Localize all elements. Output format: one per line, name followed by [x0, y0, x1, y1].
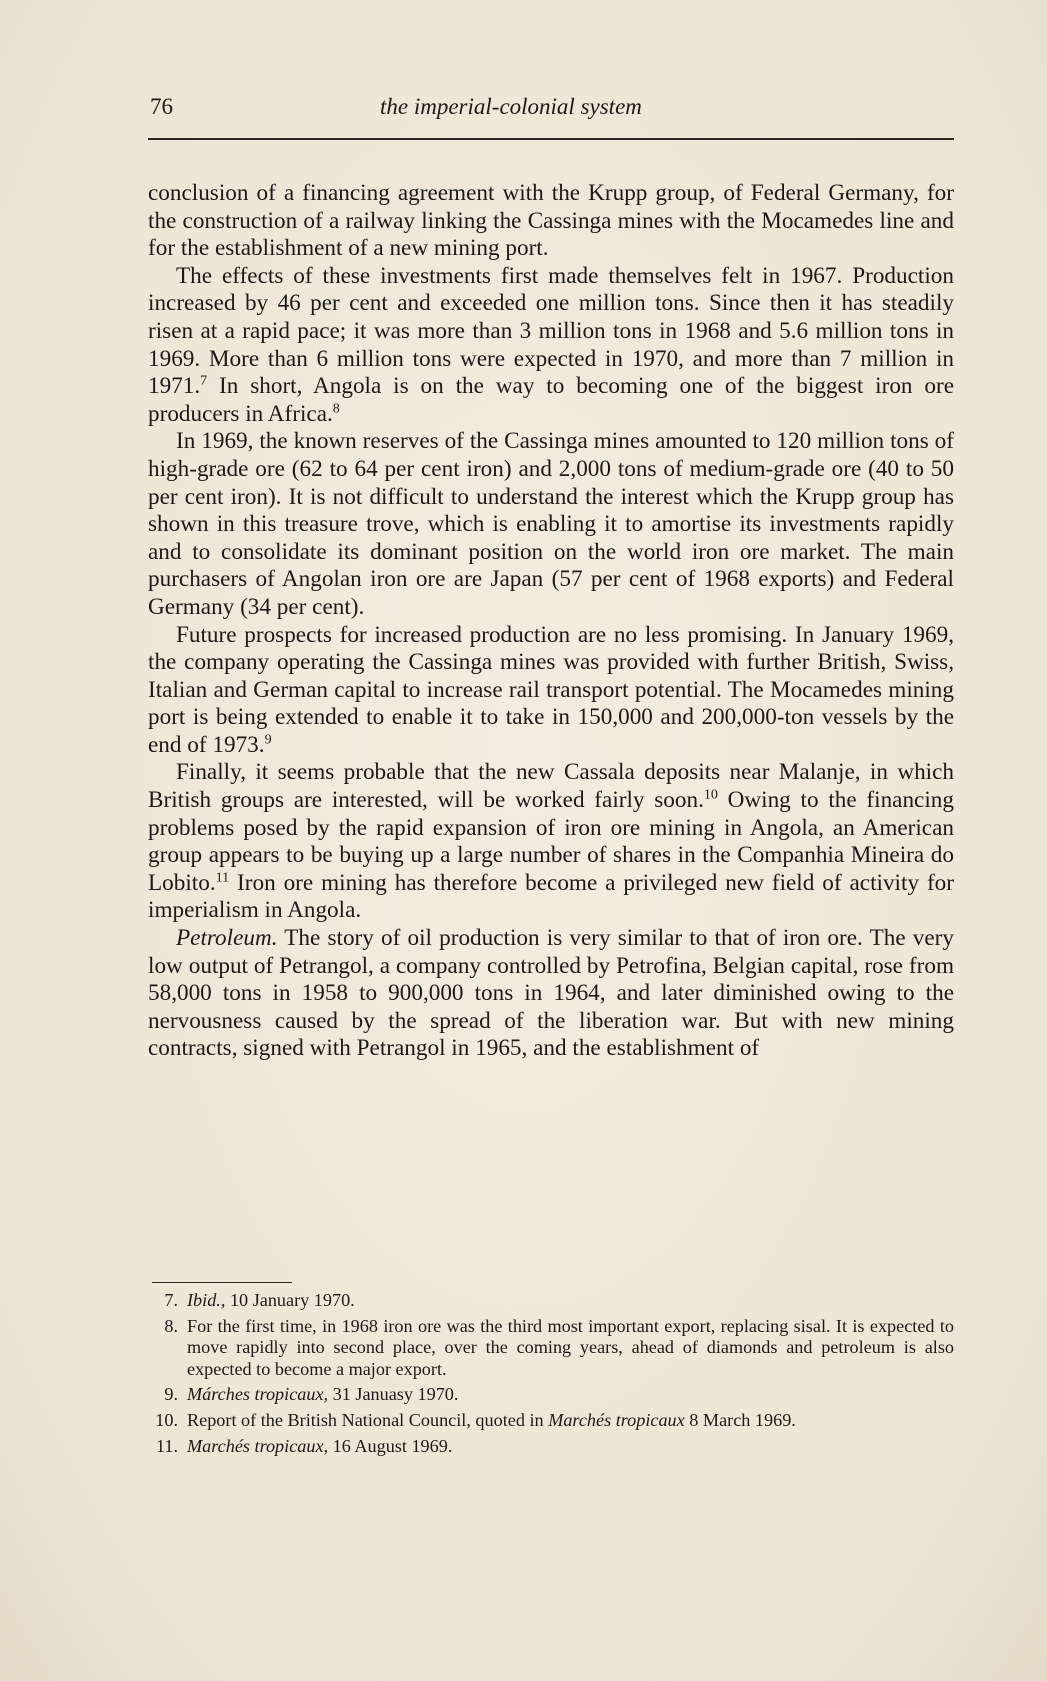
footnote-text: [187, 1384, 954, 1406]
text-run: Owing to the financing problems posed by the rapid expansion of iron ore mining in Angola, an American group appears to be buying up a large number of shares in the Companhia Mineira do Lobito.: [148, 787, 954, 896]
footnote-marker: 7: [200, 373, 208, 389]
footnote-marker: 11: [215, 870, 230, 886]
running-title: the imperial-colonial system: [380, 94, 642, 119]
footnote-number: 10.: [155, 1409, 178, 1430]
italic-text: Marchés tropicaux,: [187, 1435, 329, 1456]
text-run: For the first time, in 1968 iron ore was the third most important export, replacing sisal. It is expected to move rapidly into second place, over the coming years, ahead of diamonds and petroleum is also expected to become a major export.: [187, 1315, 954, 1379]
text-run: 16 August 1969.: [328, 1435, 453, 1456]
paragraph: [148, 428, 954, 621]
text-run: 31 Januasy 1970.: [328, 1384, 459, 1405]
text-run: The story of oil production is very similar to that of iron ore. The very low output of Petrangol, a company controlled by Petrofina, Belgian capital, rose from 58,000 tons in 1958 to 900,000 tons in 1964, and later diminished owing to the nervousness caused by the spread of the liberation war. But with new mining contracts, signed with Petrangol in 1965, and the establishment of: [148, 925, 954, 1062]
text-run: Report of the British National Council, quoted in: [187, 1409, 549, 1430]
footnote-7: [152, 1290, 954, 1312]
footnote-rule: [152, 1282, 292, 1283]
text-run: The effects of these investments first made themselves felt in 1967. Production increased by 46 per cent and exceeded one million tons. Since then it has steadily risen at a rapid pace; it was more than 3 million tons in 1968 and 5.6 million tons in 1969. More than 6 million tons were expected in 1970, and more than 7 million in 1971.: [148, 262, 954, 400]
footnote-number: 7.: [164, 1290, 178, 1310]
text-run: Finally, it seems probable that the new Cassala deposits near Malanje, in which British groups are interested, will be worked fairly soon.: [148, 759, 954, 814]
paragraph-petroleum: [148, 925, 954, 1063]
paragraph: [148, 622, 954, 760]
footnote-10: [152, 1410, 954, 1432]
text-run: Future prospects for increased production are no less promising. In January 1969, the company operating the Cassinga mines was provided with further British, Swiss, Italian and German capital to increase rail transport potential. The Mocamedes mining port is being extended to enable it to take in 150,000 and 200,000-ton vessels by the end of 1973.: [148, 621, 954, 758]
footnote-11: [152, 1436, 954, 1458]
italic-text: Petroleum.: [176, 925, 278, 952]
header-rule: [148, 138, 954, 140]
paragraph: [148, 263, 954, 429]
footnotes: [152, 1290, 954, 1461]
text-run: Iron ore mining has therefore become a privileged new field of activity for imperialism in Angola.: [148, 869, 954, 924]
text-run: conclusion of a financing agreement with the Krupp group, of Federal Germany, for the construction of a railway linking the Cassinga mines with the Mocamedes line and for the establishment of a new mining port.: [148, 180, 954, 262]
text-run: In short, Angola is on the way to becoming one of the biggest iron ore producers in Africa.: [148, 373, 954, 427]
page-number: 76: [150, 94, 173, 119]
footnote-marker: 8: [332, 401, 340, 417]
text-run: 8 March 1969.: [684, 1409, 796, 1430]
body-text: [148, 180, 954, 1063]
footnote-number: 8.: [164, 1315, 178, 1336]
footnote-marker: 10: [703, 787, 718, 803]
text-run: In 1969, the known reserves of the Cassinga mines amounted to 120 million tons of high-grade ore (62 to 64 per cent iron) and 2,000 tons of medium-grade ore (40 to 50 per cent iron). It is not difficult to understand the interest which the Krupp group has shown in this treasure trove, which is enabling it to amortise its investments rapidly and to consolidate its dominant position on the world iron ore market. The main purchasers of Angolan iron ore are Japan (57 per cent of 1968 exports) and Federal Germany (34 per cent).: [148, 428, 954, 620]
footnote-number: 9.: [164, 1384, 178, 1405]
footnote-9: [152, 1384, 954, 1406]
italic-text: Márches tropicaux,: [187, 1384, 329, 1405]
footnote-text: [187, 1410, 954, 1432]
footnote-text: [187, 1436, 954, 1458]
footnote-text: [187, 1290, 954, 1312]
page-header: [150, 92, 954, 132]
paragraph: [148, 180, 954, 263]
paragraph: [148, 759, 954, 925]
text-run: 10 January 1970.: [225, 1290, 355, 1310]
italic-text: Ibid.,: [187, 1290, 226, 1310]
italic-text: Marchés tropicaux: [548, 1409, 685, 1430]
footnote-text: [187, 1316, 954, 1381]
footnote-number: 11.: [155, 1435, 178, 1456]
footnote-8: [152, 1316, 954, 1381]
footnote-marker: 9: [264, 732, 272, 748]
